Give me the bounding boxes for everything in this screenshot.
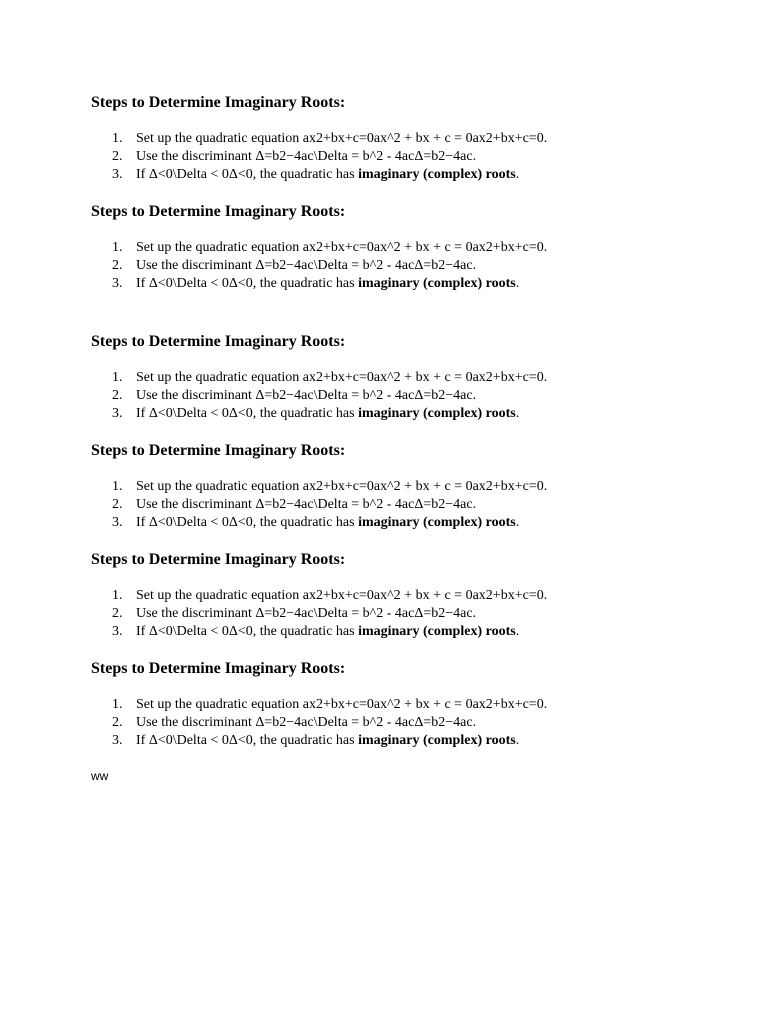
- step-text: Use the discriminant Δ=b2−4ac\Delta = b^2 - 4acΔ=b2−4ac.: [136, 388, 477, 403]
- step-text-pre: If Δ<0\Delta < 0Δ<0, the quadratic has: [136, 733, 359, 748]
- section-heading: Steps to Determine Imaginary Roots:: [91, 660, 346, 677]
- step-text-post: .: [515, 276, 520, 291]
- step-number: 3.: [112, 733, 123, 748]
- step-text: Set up the quadratic equation ax2+bx+c=0ax^2 + bx + c = 0ax2+bx+c=0.: [136, 131, 548, 146]
- step-text: Set up the quadratic equation ax2+bx+c=0ax^2 + bx + c = 0ax2+bx+c=0.: [136, 479, 548, 494]
- step-text-bold: imaginary (complex) roots: [358, 733, 516, 748]
- step-number: 1.: [112, 479, 123, 494]
- section-heading: Steps to Determine Imaginary Roots:: [91, 442, 346, 459]
- step-list: [91, 369, 731, 423]
- step-text: Set up the quadratic equation ax2+bx+c=0ax^2 + bx + c = 0ax2+bx+c=0.: [136, 240, 548, 255]
- step-text-post: .: [515, 406, 520, 421]
- section: [91, 550, 731, 641]
- section-spacer: [91, 293, 731, 332]
- step-text: Set up the quadratic equation ax2+bx+c=0ax^2 + bx + c = 0ax2+bx+c=0.: [136, 697, 548, 712]
- step-text-bold: imaginary (complex) roots: [358, 276, 516, 291]
- list-item: [91, 405, 731, 423]
- step-number: 2.: [112, 149, 123, 164]
- step-number: 2.: [112, 715, 123, 730]
- section-spacer: [91, 184, 731, 202]
- section: [91, 202, 731, 293]
- list-item: [91, 714, 731, 732]
- step-text: Set up the quadratic equation ax2+bx+c=0ax^2 + bx + c = 0ax2+bx+c=0.: [136, 370, 548, 385]
- step-text-pre: If Δ<0\Delta < 0Δ<0, the quadratic has: [136, 624, 359, 639]
- list-item: [91, 587, 731, 605]
- step-text-bold: imaginary (complex) roots: [358, 624, 516, 639]
- step-number: 1.: [112, 697, 123, 712]
- step-text-pre: If Δ<0\Delta < 0Δ<0, the quadratic has: [136, 276, 359, 291]
- step-number: 2.: [112, 388, 123, 403]
- step-number: 2.: [112, 497, 123, 512]
- document-page: [91, 93, 731, 784]
- section-heading: Steps to Determine Imaginary Roots:: [91, 333, 346, 350]
- step-number: 3.: [112, 624, 123, 639]
- list-item: [91, 369, 731, 387]
- list-item: [91, 257, 731, 275]
- list-item: [91, 275, 731, 293]
- section-heading: Steps to Determine Imaginary Roots:: [91, 94, 346, 111]
- step-number: 1.: [112, 370, 123, 385]
- step-text: Use the discriminant Δ=b2−4ac\Delta = b^2 - 4acΔ=b2−4ac.: [136, 497, 477, 512]
- list-item: [91, 732, 731, 750]
- section-heading: Steps to Determine Imaginary Roots:: [91, 203, 346, 220]
- step-number: 1.: [112, 588, 123, 603]
- step-list: [91, 239, 731, 293]
- section: [91, 441, 731, 532]
- list-item: [91, 514, 731, 532]
- step-list: [91, 587, 731, 641]
- list-item: [91, 148, 731, 166]
- section-spacer: [91, 641, 731, 659]
- list-item: [91, 605, 731, 623]
- step-number: 2.: [112, 258, 123, 273]
- step-text: Use the discriminant Δ=b2−4ac\Delta = b^2 - 4acΔ=b2−4ac.: [136, 606, 477, 621]
- step-text-bold: imaginary (complex) roots: [358, 167, 516, 182]
- step-list: [91, 478, 731, 532]
- footer-text: ww: [91, 769, 109, 783]
- step-number: 3.: [112, 515, 123, 530]
- step-text-pre: If Δ<0\Delta < 0Δ<0, the quadratic has: [136, 167, 359, 182]
- step-text: Set up the quadratic equation ax2+bx+c=0ax^2 + bx + c = 0ax2+bx+c=0.: [136, 588, 548, 603]
- list-item: [91, 239, 731, 257]
- step-text: Use the discriminant Δ=b2−4ac\Delta = b^2 - 4acΔ=b2−4ac.: [136, 715, 477, 730]
- step-text-post: .: [515, 733, 520, 748]
- step-number: 1.: [112, 240, 123, 255]
- step-number: 3.: [112, 406, 123, 421]
- step-text-post: .: [515, 515, 520, 530]
- step-number: 3.: [112, 276, 123, 291]
- step-number: 2.: [112, 606, 123, 621]
- step-text-post: .: [515, 167, 520, 182]
- list-item: [91, 496, 731, 514]
- list-item: [91, 623, 731, 641]
- section: [91, 332, 731, 423]
- section-spacer: [91, 423, 731, 441]
- step-text-pre: If Δ<0\Delta < 0Δ<0, the quadratic has: [136, 515, 359, 530]
- step-number: 3.: [112, 167, 123, 182]
- list-item: [91, 696, 731, 714]
- section: [91, 93, 731, 184]
- list-item: [91, 166, 731, 184]
- section: [91, 659, 731, 750]
- step-text-pre: If Δ<0\Delta < 0Δ<0, the quadratic has: [136, 406, 359, 421]
- list-item: [91, 130, 731, 148]
- step-list: [91, 696, 731, 750]
- step-list: [91, 130, 731, 184]
- step-text: Use the discriminant Δ=b2−4ac\Delta = b^2 - 4acΔ=b2−4ac.: [136, 149, 477, 164]
- list-item: [91, 478, 731, 496]
- list-item: [91, 387, 731, 405]
- step-number: 1.: [112, 131, 123, 146]
- step-text-bold: imaginary (complex) roots: [358, 515, 516, 530]
- step-text-bold: imaginary (complex) roots: [358, 406, 516, 421]
- section-heading: Steps to Determine Imaginary Roots:: [91, 551, 346, 568]
- step-text: Use the discriminant Δ=b2−4ac\Delta = b^2 - 4acΔ=b2−4ac.: [136, 258, 477, 273]
- step-text-post: .: [515, 624, 520, 639]
- section-spacer: [91, 532, 731, 550]
